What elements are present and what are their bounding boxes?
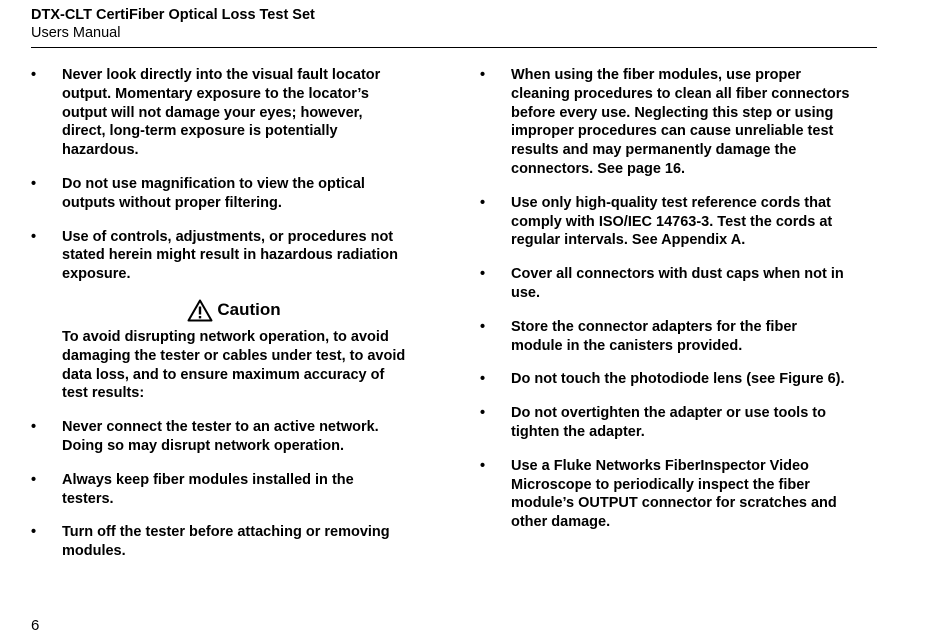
list-item xyxy=(480,457,852,532)
list-item-text: Never look directly into the visual fault locator output. Momentary exposure to the locator’s output will not damage your eyes; however, direct, long-term exposure is potentially hazardous. xyxy=(62,67,381,159)
caution-list-continued xyxy=(480,66,852,532)
bullet-marker: • xyxy=(480,194,486,211)
list-item xyxy=(480,265,852,303)
list-item-text: Always keep fiber modules installed in the testers. xyxy=(62,471,354,507)
header-rule xyxy=(31,47,877,48)
page-header xyxy=(31,6,877,42)
list-item xyxy=(480,404,852,442)
document-subtitle: Users Manual xyxy=(31,25,121,41)
bullet-marker: • xyxy=(480,67,486,83)
caution-text: To avoid disrupting network operation, to avoid damaging the tester or cables under test, to avoid data loss, and to ensure maximum accuracy of test results: xyxy=(62,328,406,402)
list-item-text: Turn off the tester before attaching or removing modules. xyxy=(62,524,390,560)
list-item xyxy=(480,194,852,250)
document-title: DTX-CLT CertiFiber Optical Loss Test Set xyxy=(31,7,315,23)
list-item-text: Cover all connectors with dust caps when not in use. xyxy=(511,266,844,301)
bullet-marker: • xyxy=(480,371,486,388)
right-column xyxy=(480,66,852,547)
page-number: 6 xyxy=(31,617,40,634)
bullet-marker: • xyxy=(31,419,37,436)
list-item xyxy=(480,66,852,179)
list-item xyxy=(31,66,406,160)
bullet-marker: • xyxy=(31,175,37,192)
bullet-marker: • xyxy=(31,228,37,245)
list-item-text: When using the fiber modules, use proper cleaning procedures to clean all fiber connectors before every use. Neglecting this step or using improper procedures can cause unreliable test results and may permanently damage the connectors. See page 16. xyxy=(511,67,850,177)
list-item-text: Store the connector adapters for the fiber module in the canisters provided. xyxy=(511,318,798,354)
bullet-marker: • xyxy=(480,266,486,283)
bullet-marker: • xyxy=(480,405,486,422)
bullet-marker: • xyxy=(480,318,486,335)
list-item-text: Do not overtighten the adapter or use tools to tighten the adapter. xyxy=(511,405,826,440)
list-item xyxy=(31,228,406,284)
caution-list xyxy=(31,418,406,561)
caution-heading xyxy=(31,299,406,322)
list-item xyxy=(31,175,406,213)
list-item-text: Never connect the tester to an active network. Doing so may disrupt network operation. xyxy=(62,419,379,454)
warning-list xyxy=(31,66,406,284)
list-item xyxy=(31,418,406,456)
list-item xyxy=(480,370,852,389)
list-item-text: Do not touch the photodiode lens (see Figure 6). xyxy=(511,371,845,388)
list-item-text: Use of controls, adjustments, or procedures not stated herein might result in hazardous radiation exposure. xyxy=(62,228,398,283)
list-item-text: Use only high-quality test reference cords that comply with ISO/IEC 14763-3. Test the cords at regular intervals. See Appendix A. xyxy=(511,194,833,249)
bullet-marker: • xyxy=(480,457,486,474)
list-item xyxy=(480,318,852,356)
bullet-marker: • xyxy=(31,524,37,541)
left-column xyxy=(31,66,406,576)
list-item xyxy=(31,523,406,561)
bullet-marker: • xyxy=(31,471,37,488)
list-item xyxy=(31,471,406,509)
list-item-text: Do not use magnification to view the optical outputs without proper filtering. xyxy=(62,175,365,211)
bullet-marker: • xyxy=(31,67,37,83)
warning-triangle-icon xyxy=(187,299,213,322)
caution-label: Caution xyxy=(217,300,281,320)
list-item-text: Use a Fluke Networks FiberInspector Video Microscope to periodically inspect the fiber module’s OUTPUT connector for scratches and other damage. xyxy=(511,457,837,531)
